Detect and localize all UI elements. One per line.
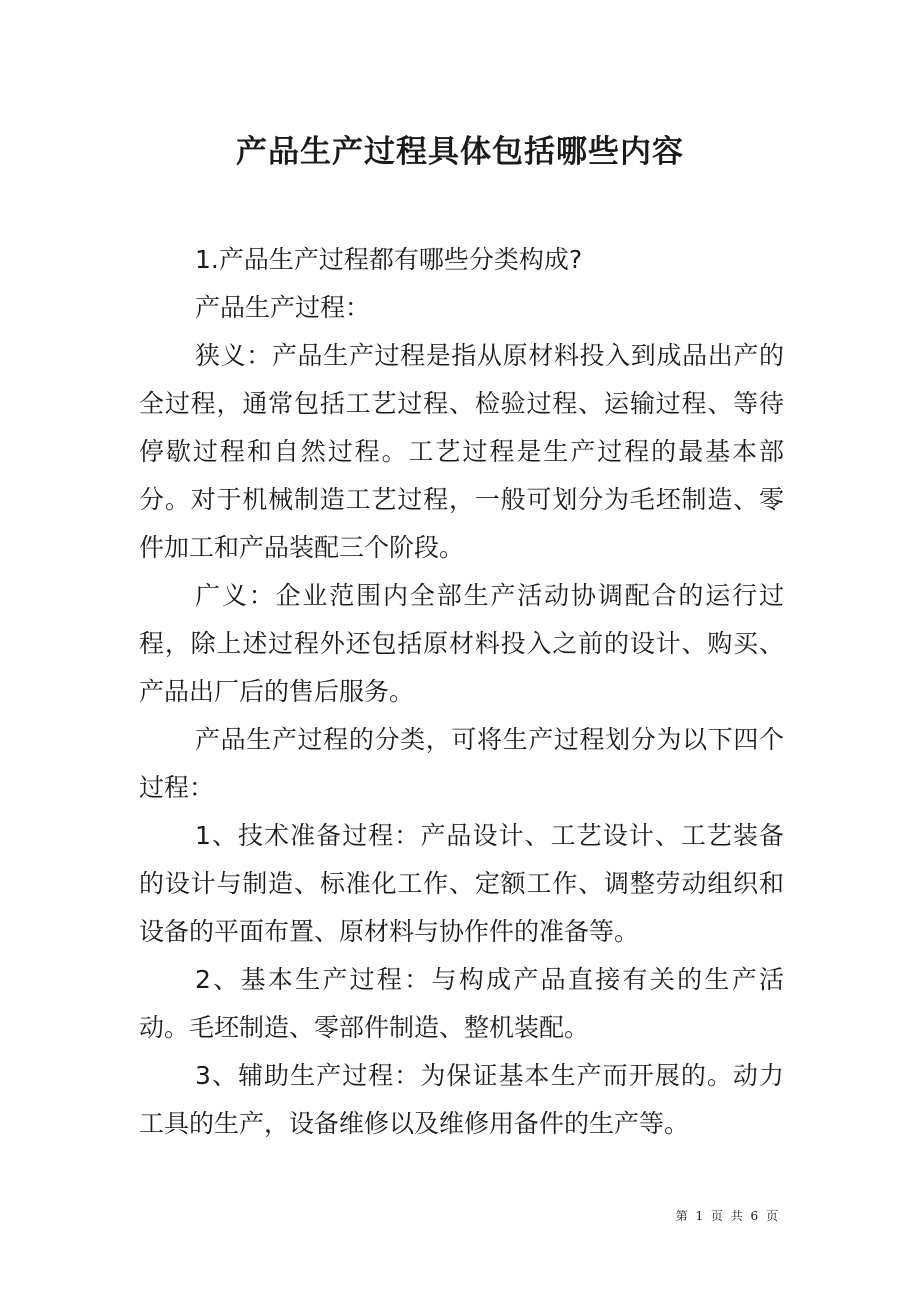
document-body	[139, 236, 784, 1148]
paragraph-broad-definition: 广义：企业范围内全部生产活动协调配合的运行过程，除上述过程外还包括原材料投入之前的设计、购买、产品出厂后的售后服务。	[139, 581, 784, 706]
paragraph-heading: 产品生产过程：	[195, 293, 371, 322]
paragraph-item-3: 3、辅助生产过程：为保证基本生产而开展的。动力工具的生产，设备维修以及维修用备件的生产等。	[139, 1061, 784, 1138]
paragraph-item-2: 2、基本生产过程：与构成产品直接有关的生产活动。毛坯制造、零部件制造、整机装配。	[139, 965, 784, 1042]
paragraph-narrow-definition: 狭义：产品生产过程是指从原材料投入到成品出产的全过程，通常包括工艺过程、检验过程、运输过程、等待停歇过程和自然过程。工艺过程是生产过程的最基本部分。对于机械制造工艺过程，一般可划分为毛坯制造、零件加工和产品装配三个阶段。	[139, 341, 784, 562]
paragraph-question: 1.产品生产过程都有哪些分类构成?	[195, 245, 583, 274]
document-title: 产品生产过程具体包括哪些内容	[236, 134, 684, 170]
paragraph-classification: 产品生产过程的分类，可将生产过程划分为以下四个过程：	[139, 725, 784, 802]
paragraph-item-1: 1、技术准备过程：产品设计、工艺设计、工艺装备的设计与制造、标准化工作、定额工作、调整劳动组织和设备的平面布置、原材料与协作件的准备等。	[139, 821, 784, 946]
page-number-footer: 第 1 页 共 6 页	[675, 1209, 780, 1223]
